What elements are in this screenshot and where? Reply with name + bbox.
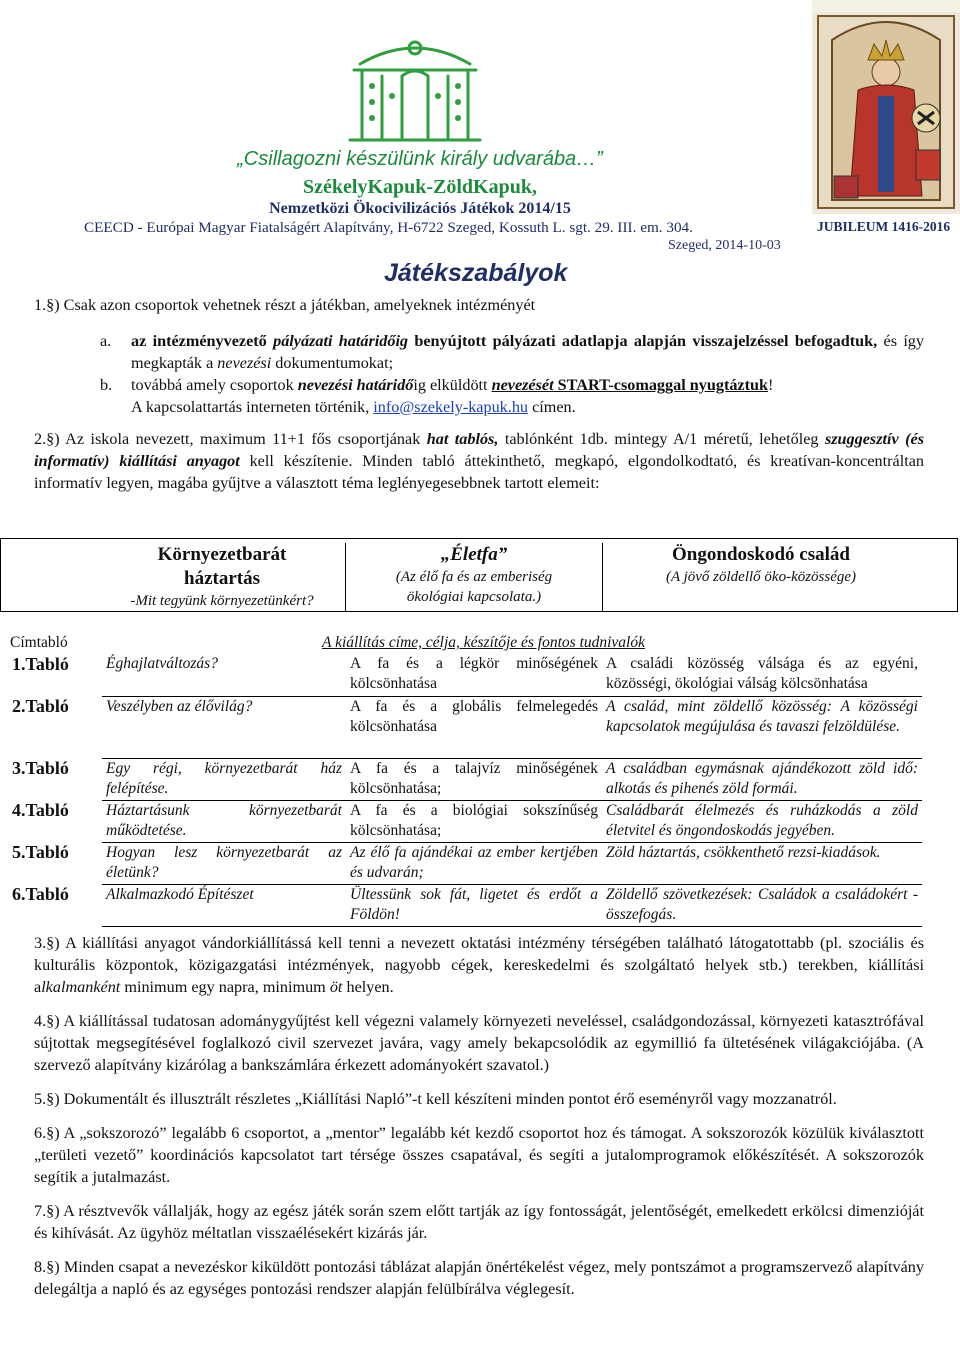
table-row [8, 842, 922, 884]
rule-2-text-4: szuggesztív (és informatív) kiállítási anyagot [34, 430, 925, 470]
rule-1b-text-5: START-csomaggal nyugtáztuk [553, 376, 769, 394]
row-5-label: 5.Tabló [12, 842, 69, 862]
table-row [8, 696, 922, 758]
rule-2-text-3: tablónként 1db. mintegy A/1 méretű, lehetőleg [498, 430, 825, 448]
jubileum-label: JUBILEUM 1416-2016 [817, 219, 951, 234]
slogan: „Csillagozni készülünk király udvarába…” [237, 148, 603, 170]
rule-3-text-2: lkalmanként [41, 978, 121, 996]
rules-3-8 [34, 932, 924, 1300]
document-title: Játékszabályok [384, 259, 568, 287]
rule-3-text-5: helyen. [342, 978, 394, 996]
rule-2 [34, 428, 924, 494]
row-2-title: Veszélyben az élővilág? [102, 696, 346, 758]
rule-1a-text-5: nevezési [217, 354, 272, 372]
rule-1a [100, 330, 924, 374]
rule-4: 4.§) A kiállítással tudatosan adománygyűjtést kell végezni valamely környezeti neveléssel, családgondozással, környezeti katasztrófával sújtottak megsegítésével foglalkozó civil szervezet javára, vagy amely bekapcsolódik az egymillió fa ültetésének világakciójába. (A szervező alapítvány kizárólag a bankszámlára érkezett adományokért szavatol.) [34, 1012, 924, 1074]
theme-1-subtitle: -Mit tegyünk környezetünkért? [130, 593, 314, 609]
rule-1-text: 1.§) Csak azon csoportok vehetnek részt a játékban, amelyeknek intézményét [34, 296, 536, 314]
theme-1 [99, 543, 345, 611]
row-3-title: Egy régi, környezetbarát ház felépítése. [102, 758, 346, 800]
table-header-description: A kiállítás címe, célja, készítője és fontos tudnivalók [322, 634, 645, 651]
rule-1b-text-1: továbbá amely csoportok [131, 376, 298, 394]
row-6-family: Zöldellő szövetkezések: Családok a családokért - összefogás. [602, 884, 922, 926]
row-1-title: Éghajlatváltozás? [102, 654, 346, 696]
rule-1b-prefix: b. [100, 376, 113, 394]
row-4-title: Háztartásunk környezetbarát működtetése. [102, 800, 346, 842]
rule-1b-text-7: A kapcsolattartás interneten történik, [131, 398, 374, 416]
organization-logo [340, 26, 490, 146]
rule-1a-text-4: és így megkapták a [131, 332, 924, 372]
rule-3-text-4: öt [329, 978, 343, 996]
table-row [8, 654, 922, 696]
rule-1a-text-1: az intézményvezető [131, 332, 274, 350]
rule-8: 8.§) Minden csapat a nevezéskor kiküldött pontozási táblázat alapján önértékelést végez, mely pontszámot a programszervező alapítvány delegáltja a napló és az egységes pontozási rendszer alapján felülbírálva véglegesít. [34, 1258, 924, 1298]
contact-email-link[interactable]: info@szekely-kapuk.hu [373, 398, 529, 416]
row-5-title: Hogyan lesz környezetbarát az életünk? [102, 842, 346, 884]
row-1-tree: A fa és a légkör minőségének kölcsönhatása [346, 654, 602, 696]
rule-1a-text-2: pályázati határidőig [273, 332, 409, 350]
rule-1 [34, 294, 924, 316]
row-3-label: 3.Tabló [12, 758, 69, 778]
rule-2-text-1: 2.§) Az iskola nevezett, maximum 11+1 fős csoportjának [34, 430, 427, 448]
table-header-cimtablo: Címtabló [10, 634, 68, 651]
document-date: Szeged, 2014-10-03 [668, 238, 781, 253]
king-illustration [812, 0, 960, 214]
rule-1b [100, 374, 924, 418]
row-2-label: 2.Tabló [12, 696, 69, 716]
event-title: SzékelyKapuk-ZöldKapuk, [303, 176, 537, 198]
table-row [8, 758, 922, 800]
row-6-title: Alkalmazkodó Építészet [102, 884, 346, 926]
rule-5: 5.§) Dokumentált és illusztrált részletes „Kiállítási Napló”-t kell készíteni minden pontot érő eseményről vagy mozzanatról. [34, 1090, 837, 1108]
row-6-tree: Ültessünk sok fát, ligetet és erdőt a Földön! [346, 884, 602, 926]
rule-1a-text-6: dokumentumokat; [271, 354, 394, 372]
theme-3-subtitle: (A jövő zöldellő öko-közössége) [665, 569, 857, 585]
rule-6: 6.§) A „sokszorozó” legalább 6 csoportot, a „mentor” legalább két kezdő csoportot hoz és támogat. A sokszorozók közülük kiválasztott „területi vezető” koordinációs kapcsolatot tart térsége összes csapatával, és segíti a jutalomprogramok előkészítését. A sokszorozók segítik a jutalmazást. [34, 1124, 924, 1186]
row-4-family: Családbarát élelmezés és ruházkodás a zöld életvitel és öngondoskodás jegyében. [602, 800, 922, 842]
rule-1b-text-2: nevezési határidő [297, 376, 414, 394]
rule-7: 7.§) A résztvevők vállalják, hogy az egész játék során szem előtt tartják az így fontosságát, jelentőségét, emelkedett erkölcsi dimenzióját és kihívását. Az ügyhöz méltatlan visszaélésekért kizárás jár. [34, 1202, 924, 1242]
row-3-family: A családban egymásnak ajándékozott zöld idő: alkotás és pihenés zöld formái. [602, 758, 922, 800]
row-1-label: 1.Tabló [12, 654, 69, 674]
row-2-tree: A fa és a globális felmelegedés kölcsönhatása [346, 696, 602, 758]
rule-3 [34, 932, 924, 998]
rule-2-text-2: hat tablós, [426, 430, 499, 448]
rule-1a-prefix: a. [100, 332, 112, 350]
rule-1a-text-3: benyújtott pályázati adatlapja alapján visszajelzéssel befogadtuk, [408, 332, 878, 350]
theme-3-title: Öngondoskodó család [672, 544, 850, 565]
themes-box [0, 538, 958, 612]
table-row [8, 884, 922, 926]
event-subtitle: Nemzetközi Ökocivilizációs Játékok 2014/15 [269, 200, 571, 217]
theme-2 [345, 543, 603, 611]
theme-2-subtitle: (Az élő fa és az emberiség ökológiai kapcsolata.) [395, 569, 553, 605]
row-1-family: A családi közösség válsága és az egyéni, közösségi, ökológiai válság kölcsönhatása [602, 654, 922, 696]
row-5-family: Zöld háztartás, csökkenthető rezsi-kiadások. [602, 842, 922, 884]
rule-1b-text-4: nevezését [491, 376, 554, 394]
rule-1b-text-3: ig elküldött [413, 376, 492, 394]
rule-1b-text-8: címen. [528, 398, 576, 416]
rule-2-text-5: kell készítenie. Minden tabló áttekinthető, megkapó, elgondolkodtató, és kreatívan-koncentráltan informatív legyen, magába gyűjtve a választott téma leglényegesebbnek tartott elemeit: [34, 452, 924, 492]
row-4-tree: A fa és a biológiai sokszínűség kölcsönhatása; [346, 800, 602, 842]
rule-3-text-1: 3.§) A kiállítási anyagot vándorkiállítássá kell tenni a nevezett oktatási intézmény térségében található látogatottabb (pl. szociális és kulturális központok, közigazgatási intézmények, nagyobb cégek, kereskedelmi és szolgáltató helyek stb.) terekben, kiállítási a [34, 934, 924, 996]
row-5-tree: Az élő fa ajándékai az ember kertjében és udvarán; [346, 842, 602, 884]
row-4-label: 4.Tabló [12, 800, 69, 820]
table-row [8, 800, 922, 842]
row-2-family: A család, mint zöldellő közösség: A közösségi kapcsolatok megújulása és tavaszi felzöldülése. [602, 696, 922, 758]
row-6-label: 6.Tabló [12, 884, 69, 904]
theme-3 [601, 543, 921, 587]
theme-2-title: „Életfa” [440, 544, 508, 565]
tablo-table [8, 634, 922, 927]
theme-1-title: Környezetbarát háztartás [157, 544, 287, 589]
rule-1b-text-6: ! [768, 376, 774, 394]
rule-3-text-3: minimum egy napra, minimum [120, 978, 330, 996]
organization-address: CEECD - Európai Magyar Fiatalságért Alapítvány, H-6722 Szeged, Kossuth L. sgt. 29. III. em. 304. [84, 219, 693, 236]
row-3-tree: A fa és a talajvíz minőségének kölcsönhatása; [346, 758, 602, 800]
